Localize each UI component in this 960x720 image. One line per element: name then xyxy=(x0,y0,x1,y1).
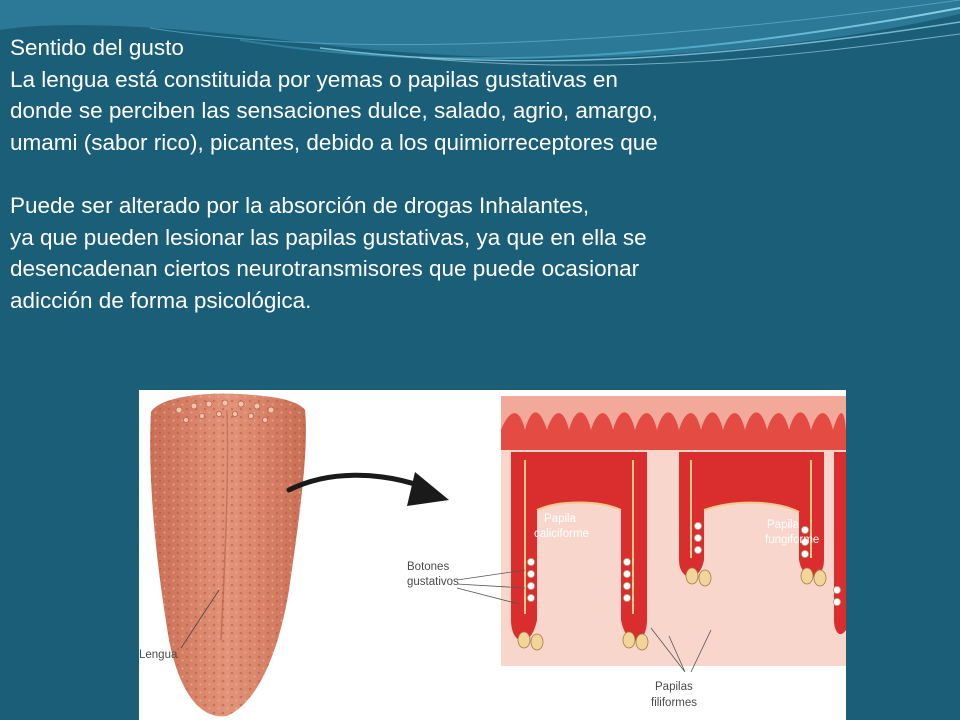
label-lengua: Lengua xyxy=(139,649,178,661)
paragraph2-line: adicción de forma psicológica. xyxy=(10,287,312,313)
label-papila-caliciforme-2: caliciforme xyxy=(534,528,589,540)
arrow-icon xyxy=(289,472,449,506)
paragraph-spacer xyxy=(10,158,955,190)
tongue-drawing xyxy=(150,394,306,717)
label-botones-gustativos-1: Botones xyxy=(407,561,450,573)
tongue-papillae-illustration xyxy=(139,390,846,720)
paragraph1-line: donde se perciben las sensaciones dulce, salado, agrio, amargo, xyxy=(10,98,658,124)
label-papila-fungiforme-1: Papila xyxy=(767,519,799,531)
label-papila-fungiforme-2: fungiforme xyxy=(765,534,820,546)
label-papilas-filiformes-2: filiformes xyxy=(651,697,698,709)
paragraph1-line: umami (sabor rico), picantes, debido a los quimiorreceptores que xyxy=(10,129,658,155)
slide-title: Sentido del gusto xyxy=(10,35,184,60)
slide-text xyxy=(10,32,955,316)
paragraph1-line: La lengua está constituida por yemas o papilas gustativas en xyxy=(10,66,618,92)
label-papilas-filiformes-1: Papilas xyxy=(655,681,693,693)
paragraph2-line: Puede ser alterado por la absorción de drogas Inhalantes, xyxy=(10,192,590,218)
label-papila-caliciforme-1: Papila xyxy=(544,513,576,525)
label-botones-gustativos-2: gustativos xyxy=(407,576,459,588)
paragraph2-line: ya que pueden lesionar las papilas gustativas, ya que en ella se xyxy=(10,224,647,250)
paragraph2-line: desencadenan ciertos neurotransmisores que puede ocasionar xyxy=(10,256,640,282)
